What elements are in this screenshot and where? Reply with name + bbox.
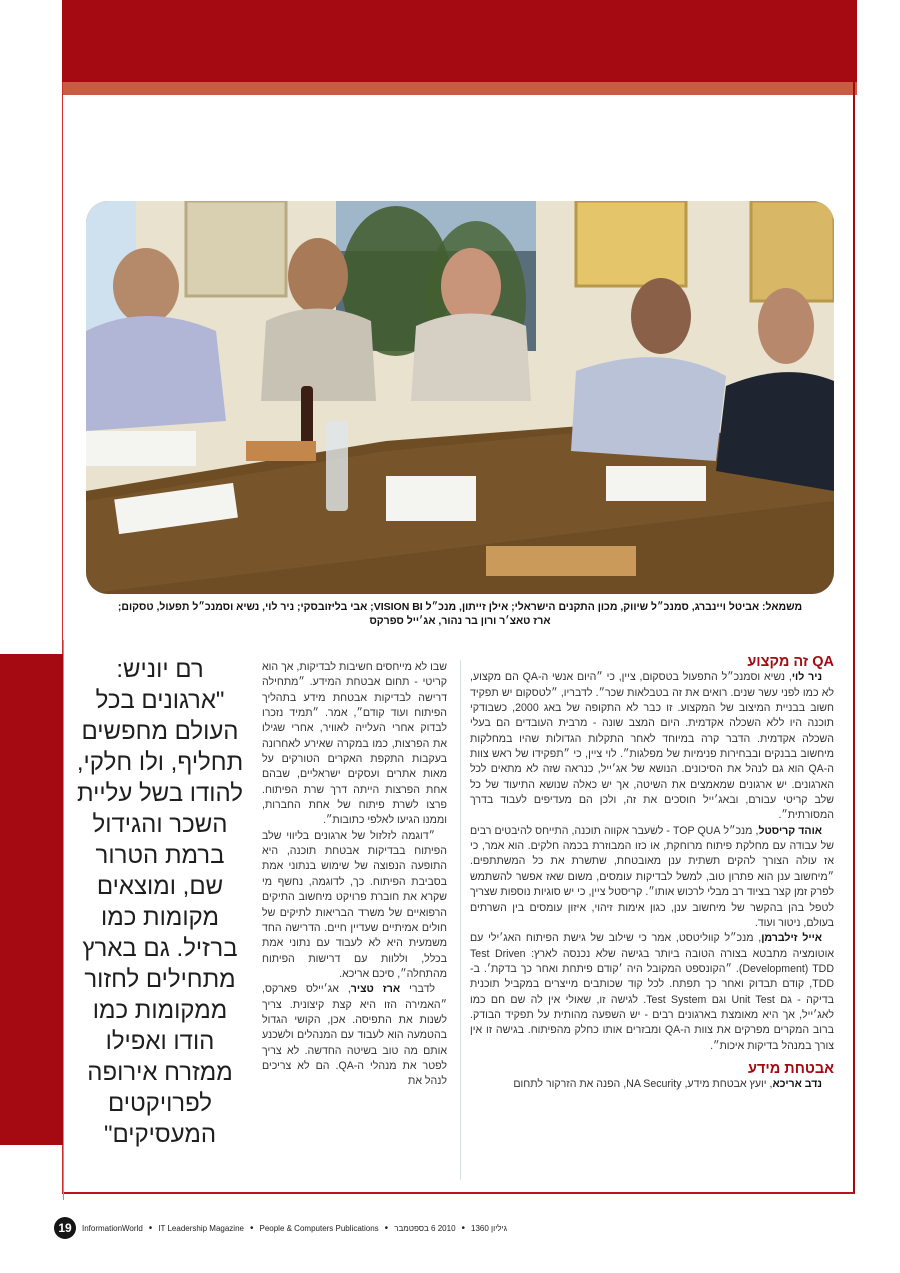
section-heading-qa: QA זה מקצוע bbox=[747, 654, 834, 670]
paragraph bbox=[262, 982, 447, 1089]
paragraph bbox=[470, 931, 834, 1054]
text-run: , מנכ״ל TOP QUA - לשעבר אקווה תוכנה, התייחס להיבטים רבים של עבודה עם מחלקת פיתוח מרוחקת, או כזו המבוזרת בכמה חלקים. הוא אמר, כי אז עולה הצורך להקים תשתית ענן מאובטחת, שתשרת את כל המשתתפים. ״מיחשוב ענן הוא פתרון טוב, למשל לבדיקות עומסים, משום שאז אפשר להשתמש לפרק זמן קצר בציוד רב מבלי לרכוש אותו״. קריסטל ציין, כי יש סוגיות נוספות שצריך לטפל בהן בהקשר של מיחשוב ענן, כגון אימות זיהוי, איזון עומסים בין השרתים בעולם, ניטור ועוד. bbox=[470, 824, 834, 929]
paragraph: שבו לא מייחסים חשיבות לבדיקות, אך הוא קריטי - תחום אבטחת המידע. ״מתחילה דרישה לבדיקות אבטחת מידע בתהליך הפיתוח ועוד קודם״, אמר. ״תמיד נזכרו לבדוק אחרי העלייה לאוויר, אחרי שגילו את הפרצות, כמו במקרה שאירע לאחרונה בעקבות התקפת האקרים הטורקים על מאות אתרים ועסקים ישראליים, שבהם אחת הפרצות הייתה דרך שרת הפיתוח. פרצו לשרת פיתוח של אחת החברות, וממנו הגיעו לאלפי כתובות״. bbox=[262, 661, 447, 827]
speaker-name: ניר לוי bbox=[791, 671, 823, 684]
page-number: 19 bbox=[54, 1217, 76, 1239]
article-column-right bbox=[470, 655, 834, 1093]
photo-caption bbox=[86, 600, 834, 628]
speaker-name: אוהד קריסטל bbox=[758, 824, 823, 837]
footer-magazine: IT Leadership Magazine bbox=[158, 1223, 244, 1233]
side-color-block bbox=[0, 654, 64, 1145]
cookie-tray bbox=[486, 546, 636, 576]
bullet-separator: • bbox=[148, 1222, 153, 1234]
speaker-name: נדב אריכא bbox=[772, 1078, 822, 1091]
column-divider bbox=[460, 660, 461, 1180]
text-run: , יועץ אבטחת מידע, NA Security, הפנה את הזרקור לתחום bbox=[513, 1078, 773, 1091]
bullet-separator: • bbox=[249, 1222, 254, 1234]
speaker-name: ארז טציר bbox=[350, 983, 401, 996]
speaker-name: אייל זילברמן bbox=[761, 932, 822, 945]
pull-quote: רם יוניש: "ארגונים בכל העולם מחפשים תחליף, ולו חלקי, להודו בשל עליית השכר והגידול ברמת הטרור שם, ומוצאים מקומות כמו ברזיל. גם בארץ מתחילים לחזור ממקומות כמו הודו ואפילו ממזרח אירופה לפרויקטים המעסיקים" bbox=[76, 656, 244, 1148]
caption-line-2: ארז טאצ׳ר ורון בר נהור, אג׳ייל ספרקס bbox=[369, 615, 551, 627]
article-photo bbox=[86, 201, 834, 594]
footer-publisher: People & Computers Publications bbox=[259, 1223, 379, 1233]
footer-issue: גיליון 1360 bbox=[471, 1223, 507, 1233]
paragraph bbox=[470, 1077, 834, 1092]
bullet-separator: • bbox=[384, 1222, 389, 1234]
section-heading-security: אבטחת מידע bbox=[747, 1060, 834, 1077]
text-run: , נשיא וסמנכ״ל התפעול בטסקום, ציין, כי ״היום אנשי ה-QA הם מקצוע, לא כמו לפני עשר שנים. רואים את זה בטבלאות שכר״. לדבריו, ״לטסקום יש תפקיד חשוב בבניית המיצוב של המקצוע. זו כבר לא התקופה של באג 2000, כשבודקי תוכנה היו ללא השכלה אקדמית. היום המצב שונה - מרבית העובדים הם בעלי השכלה אקדמית. הדבר קרה במיוחד לאחר התקלות הגדולות שהיו במחלקות מיחשוב בבנקים ובבחירות פנימיות של מפלגות״. לוי ציין, כי ״תפקידו של ראש צוות ה-QA הוא גם לנהל את הסיכונים. הנושא של אג׳ייל, כנראה שזה לא מתאים לכל הארגונים. יש ארגונים שמאמצים את השיטה, אך יש כאלה שנושא התיעוד של כל שלב קריטי עבורם, ובאג׳ייל חוסכים את זה, ולכן הם מעדיפים לעבוד בדרך המסורתית״. bbox=[470, 671, 835, 822]
header-color-band bbox=[62, 0, 857, 82]
paragraph bbox=[470, 670, 834, 823]
caption-line-1: משמאל: אביטל ויינברג, סמנכ״ל שיווק, מכון התקנים הישראלי; אילן זייתון, מנכ״ל VISION BI; אבי בליזובסקי; ניר לוי, נשיא וסמנכ״ל תפעול, טסקום; bbox=[117, 601, 803, 613]
article-column-middle bbox=[262, 660, 447, 1090]
text-run: , אג׳יילס פארקס, ״האמירה הזו היא קצת קיצונית. צריך לשנות את התפיסה. אכן, הקושי הגדול בהטמעה הוא לעבוד עם המנהלים ולשכנע אותם מה טוב בשיטה החדשה. לא צריך לפטר את מנהלי ה-QA. הם לא צריכים לנהל את bbox=[262, 983, 447, 1088]
footer-publication: InformationWorld bbox=[82, 1223, 143, 1233]
roundtable-photo bbox=[86, 201, 834, 594]
water-bottle bbox=[326, 421, 348, 511]
paragraph bbox=[470, 824, 834, 931]
bullet-separator: • bbox=[461, 1222, 466, 1234]
text-run: , מנכ״ל קווליטסט, אמר כי שילוב של גישת הפיתוח האג׳ילי עם אוטומציה מתבטא בצורה הטובה ביותר בגישה שלא נכנסה לארץ: Test Driven Development) TDD). ״הקונספט המקובל היה ׳קודם פיתחת ואחר כך בדקת׳. ב-TDD, קודם תבדוק ואחר כך תפתח. לכל קוד שכותבים מייצרים במקביל תוכנית בדיקה - גם Unit Test וגם Test System. לגישה זו, שאולי אין לה שם חם כמו לאג׳ייל, אך היא מאומצת בארגונים רבים - יש השפעה מהותית על תפקיד הבודק. ברוב המקרים מפרקים את צוות ה-QA ומבזרים אותו כחלק מהפיתוח. בגישה זו אין צורך במנהל בדיקות איכות״. bbox=[470, 932, 835, 1052]
text-run: לדברי bbox=[400, 983, 435, 996]
footer-date: 2010 6 בספטמבר bbox=[394, 1223, 456, 1233]
side-rule bbox=[63, 640, 64, 1200]
page-footer bbox=[54, 1218, 507, 1238]
paragraph: ״דוגמה לזלזול של ארגונים בליווי שלב הפיתוח בבדיקות אבטחת תוכנה, היא התופעה הנפוצה של שימוש בנתוני אמת בסביבת הפיתוח. כך, לדוגמה, נחשף מי שקרא את חוברת פרויקט מיחשוב התיקים הרפואיים של משרד הבריאות לתיקים של חולים אמיתיים שעדיין חיים. הדרישה החד משמעית היא לא לעבוד עם נתוני אמת בכלל, וללוות עם דרישות הפיתוח מהתחלה״, סיכם אריכא. bbox=[262, 829, 447, 980]
